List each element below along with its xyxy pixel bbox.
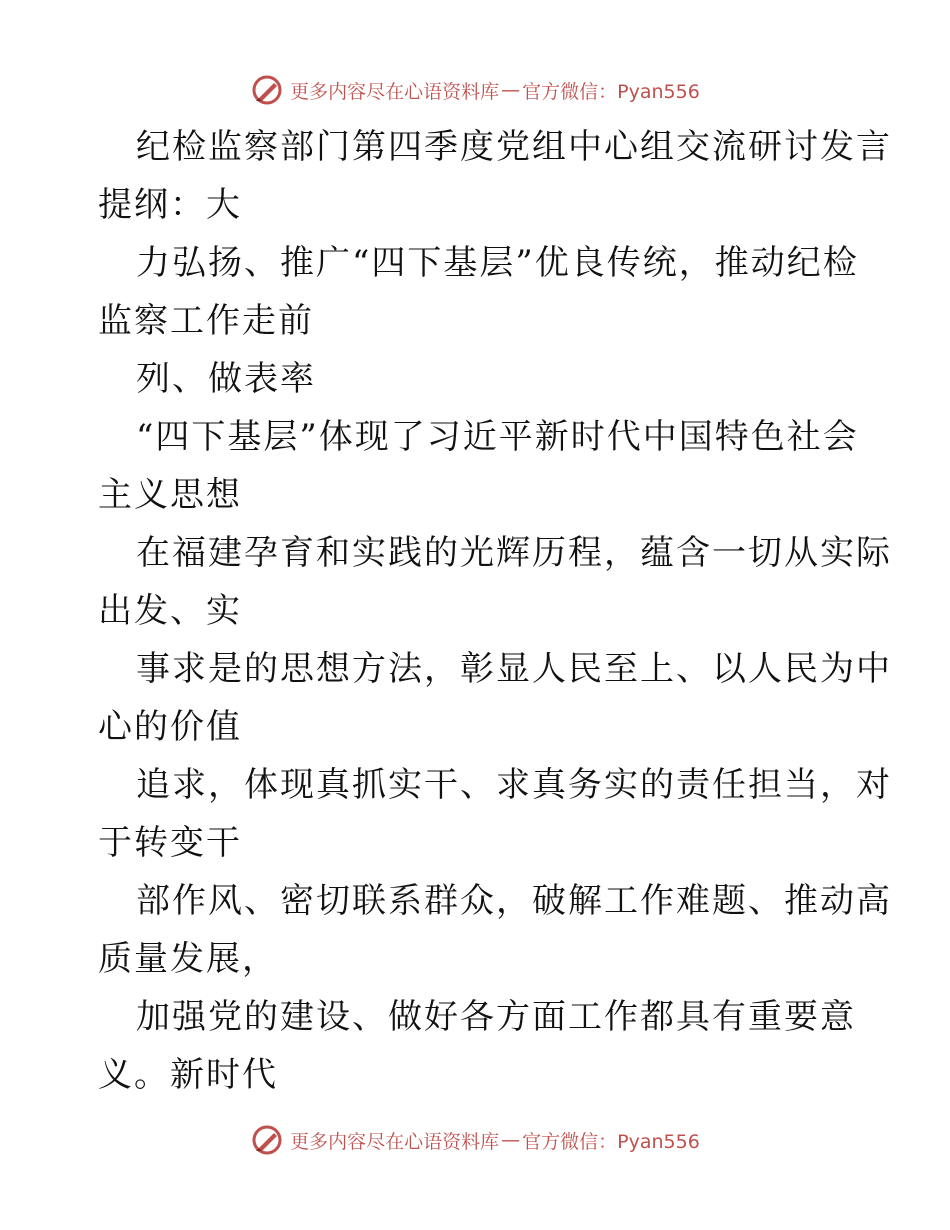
banner-contact-text: 官方微信：Pyan556 [522,1130,700,1153]
text-line: 事求是的思想方法，彰显人民至上、以人民为中 [136,649,892,689]
text-line: 力弘扬、推广“四下基层”优良传统，推动纪检 [136,243,859,283]
text-line: 于转变干 [98,823,242,863]
text-line: 出发、实 [98,591,242,631]
text-line: 在福建孕育和实践的光辉历程，蕴含一切从实际 [136,533,892,573]
text-line: 部作风、密切联系群众，破解工作难题、推动高 [136,881,892,921]
text-line: 监察工作走前 [98,301,314,341]
banner-main-text: 更多内容尽在心语资料库 [290,1130,500,1153]
banner-contact-text: 官方微信：Pyan556 [522,80,700,103]
text-line: 主义思想 [98,475,242,515]
banner-main-text: 更多内容尽在心语资料库 [290,80,500,103]
text-line: 提纲：大 [98,185,242,225]
text-line: 质量发展， [98,939,278,979]
header-watermark-banner [0,70,950,110]
banner-separator: — [501,1129,521,1151]
text-line: 义。新时代 [98,1055,278,1095]
text-line: 心的价值 [98,707,242,747]
banner-separator: — [501,79,521,101]
text-line: 列、做表率 [136,359,316,399]
text-line: 加强党的建设、做好各方面工作都具有重要意 [136,997,856,1037]
footer-watermark-banner [0,1120,950,1160]
text-line: “四下基层”体现了习近平新时代中国特色社会 [136,417,859,457]
pen-logo-icon [250,73,284,107]
text-line: 追求，体现真抓实干、求真务实的责任担当，对 [136,765,892,805]
pen-logo-icon [250,1123,284,1157]
text-line: 纪检监察部门第四季度党组中心组交流研讨发言 [136,127,892,167]
document-body [98,118,892,1104]
